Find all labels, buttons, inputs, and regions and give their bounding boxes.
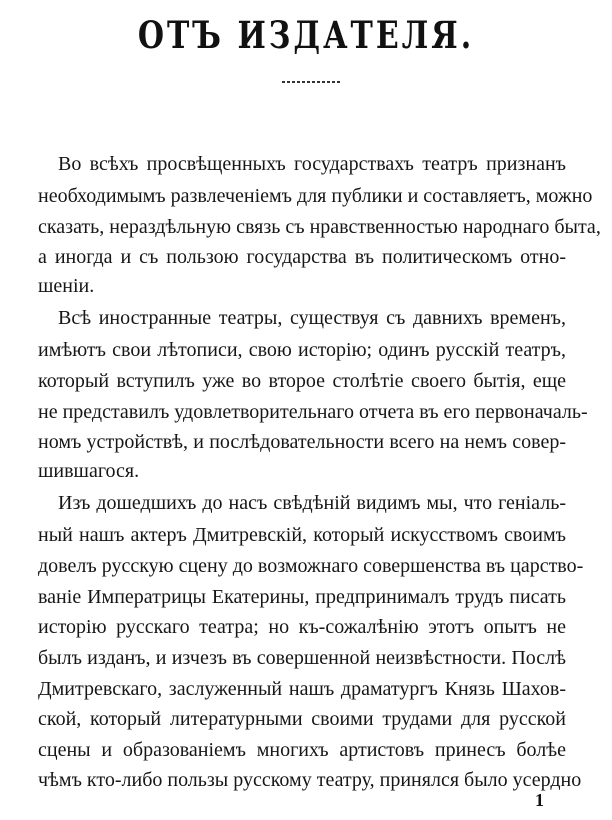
text-line: чѣмъ кто-либо пользы русскому театру, принялся было усердно	[38, 769, 582, 791]
text-line: ваніе Императрицы Екатерины, предпринималъ трудъ писать	[38, 586, 566, 608]
text-line: Изъ дошедшихъ до насъ свѣдѣній видимъ мы, что геніаль-	[58, 492, 566, 514]
text-line: не представилъ удовлетворительнаго отчета въ его первоначаль-	[38, 401, 588, 423]
text-line: довелъ русскую сцену до возможнаго совершенства въ царство-	[38, 555, 584, 577]
text-line: имѣютъ свои лѣтописи, свою исторію; одинъ русскій театръ,	[38, 339, 566, 361]
text-line: исторію русскаго театра; но къ-сожалѣнію этотъ опытъ не	[38, 616, 566, 638]
text-line: былъ изданъ, и изчезъ въ совершенной неизвѣстности. Послѣ	[38, 647, 566, 669]
title-ornament	[282, 81, 342, 83]
page-number: 1	[535, 790, 544, 810]
text-line: Во всѣхъ просвѣщенныхъ государствахъ театръ признанъ	[58, 153, 566, 175]
text-line: Всѣ иностранные театры, существуя съ давнихъ временъ,	[58, 307, 566, 329]
page-title: ОТЪ ИЗДАТЕЛЯ.	[137, 14, 475, 58]
text-line: который вступилъ уже во второе столѣтіе своего бытія, еще	[38, 370, 566, 392]
text-line: шеніи.	[38, 275, 95, 297]
text-line: а иногда и съ пользою государства въ политическомъ отно-	[38, 246, 566, 268]
text-line: ской, который литературными своими трудами для русской	[38, 708, 566, 730]
text-line: необходимымъ развлеченіемъ для публики и составляетъ, можно	[38, 185, 593, 207]
text-line: шившагося.	[38, 460, 140, 482]
text-line: сцены и образованіемъ многихъ артистовъ принесъ болѣе	[38, 739, 566, 761]
text-line: Дмитревскаго, заслуженный нашъ драматургъ Князь Шахов-	[38, 678, 566, 700]
text-line: номъ устройствѣ, и послѣдовательности всего на немъ совер-	[38, 431, 566, 453]
text-line: ный нашъ актеръ Дмитревскій, который искусствомъ своимъ	[38, 524, 566, 546]
text-line: сказать, нераздѣльную связь съ нравственностью народнаго быта,	[38, 216, 601, 238]
